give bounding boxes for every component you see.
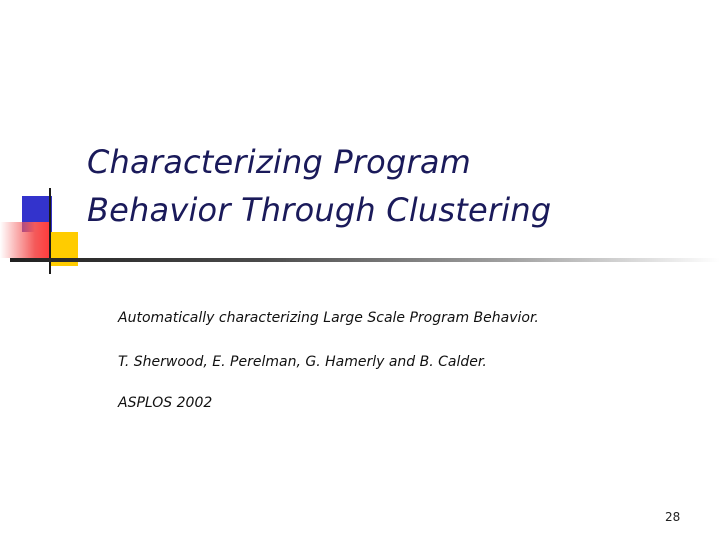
- slide-title: [87, 138, 687, 234]
- page-number: 28: [665, 510, 681, 524]
- body-line-authors: T. Sherwood, E. Perelman, G. Hamerly and B. Calder.: [118, 354, 487, 370]
- title-underline: [10, 258, 720, 262]
- ornament-red-square: [0, 222, 50, 258]
- body-line-paper-title: Automatically characterizing Large Scale Program Behavior.: [118, 310, 539, 326]
- body-line-venue: ASPLOS 2002: [118, 395, 213, 411]
- slide-title-line-1: Characterizing Program: [87, 143, 472, 181]
- slide-title-line-2: Behavior Through Clustering: [87, 191, 552, 229]
